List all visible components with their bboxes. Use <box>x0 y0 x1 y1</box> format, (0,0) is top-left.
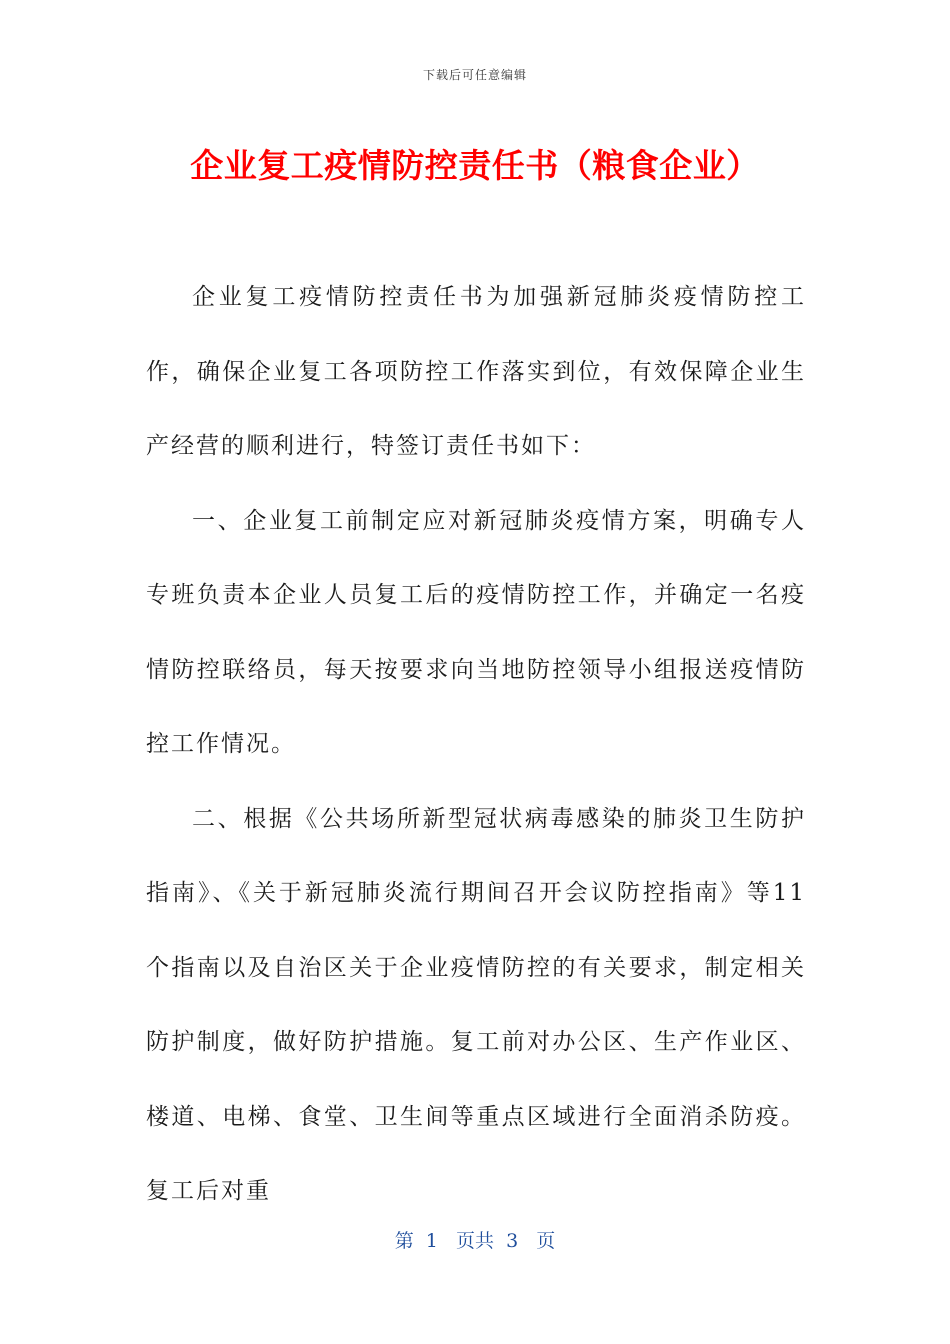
paragraph-item-2: 二、根据《公共场所新型冠状病毒感染的肺炎卫生防护指南》、《关于新冠肺炎流行期间召开会议防控指南》等11个指南以及自治区关于企业疫情防控的有关要求，制定相关防护制度，做好防护措施。复工前对办公区、生产作业区、楼道、电梯、食堂、卫生间等重点区域进行全面消杀防疫。复工后对重 <box>146 805 806 1204</box>
document-body <box>146 260 806 1229</box>
paragraph-item-1: 一、企业复工前制定应对新冠肺炎疫情方案，明确专人专班负责本企业人员复工后的疫情防控工作，并确定一名疫情防控联络员，每天按要求向当地防控领导小组报送疫情防控工作情况。 <box>146 507 806 757</box>
header-note: 下载后可任意编辑 <box>422 68 527 82</box>
paragraph-intro: 企业复工疫情防控责任书为加强新冠肺炎疫情防控工作，确保企业复工各项防控工作落实到位，有效保障企业生产经营的顺利进行，特签订责任书如下： <box>146 284 806 459</box>
document-title: 企业复工疫情防控责任书（粮食企业） <box>190 146 760 185</box>
page-number: 第 1 页共 3 页 <box>394 1230 556 1252</box>
